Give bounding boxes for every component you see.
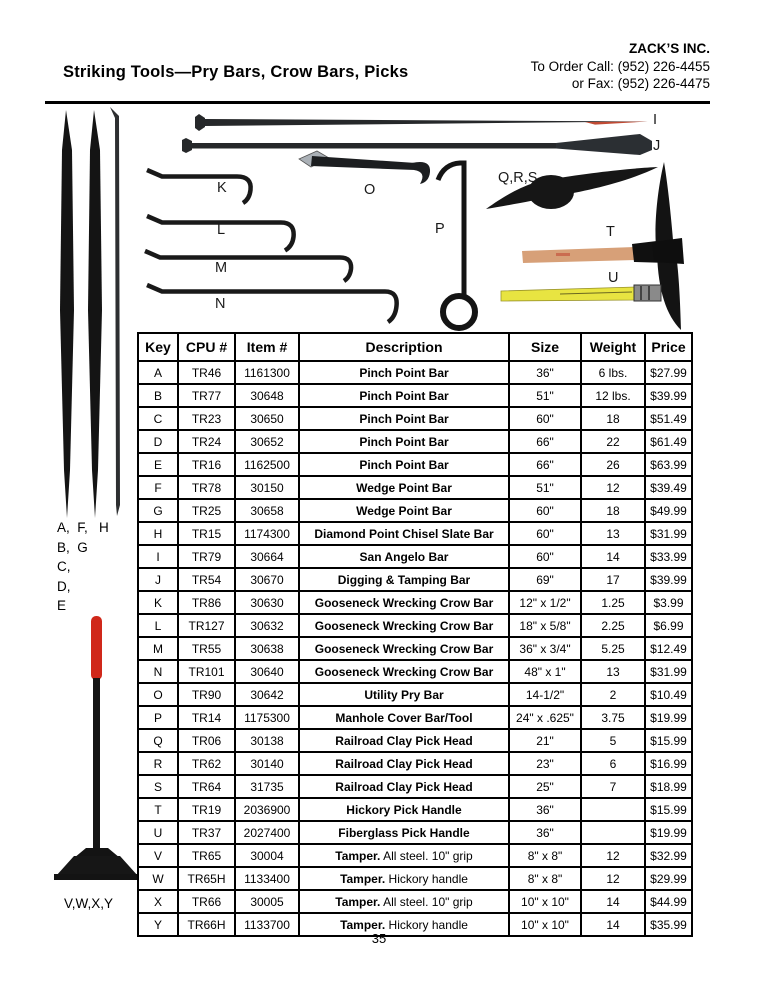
- table-header-row: [138, 333, 692, 361]
- table-row: [138, 683, 692, 706]
- key-letter-line: A, F, H: [57, 520, 109, 535]
- cell-cpu-number: TR77: [178, 384, 235, 407]
- table-row: [138, 430, 692, 453]
- description-bold-text: Gooseneck Wrecking Crow Bar: [314, 641, 494, 656]
- table-row: [138, 453, 692, 476]
- cell-description: [299, 614, 509, 637]
- cell-price: $63.99: [645, 453, 692, 476]
- cell-price: $61.49: [645, 430, 692, 453]
- table-row: [138, 752, 692, 775]
- table-row: [138, 798, 692, 821]
- cell-weight: 12: [581, 867, 645, 890]
- left-key-letters: [57, 518, 109, 616]
- key-letter-line: E: [57, 598, 67, 614]
- description-bold-text: Utility Pry Bar: [364, 687, 444, 702]
- cell-weight: 6 lbs.: [581, 361, 645, 384]
- cell-item-number: 30664: [235, 545, 299, 568]
- cell-cpu-number: TR86: [178, 591, 235, 614]
- table-row: [138, 821, 692, 844]
- cell-weight: 12 lbs.: [581, 384, 645, 407]
- col-header-key: Key: [138, 333, 178, 361]
- cell-key: S: [138, 775, 178, 798]
- cell-cpu-number: TR65H: [178, 867, 235, 890]
- description-plain-text: Hickory handle: [385, 917, 468, 932]
- cell-size: 60": [509, 499, 581, 522]
- digging-tamping-bar-image: [182, 134, 652, 155]
- cell-item-number: 1133700: [235, 913, 299, 936]
- description-bold-text: Tamper.: [340, 917, 386, 932]
- table-row: [138, 867, 692, 890]
- cell-weight: 18: [581, 499, 645, 522]
- cell-weight: 12: [581, 476, 645, 499]
- cell-size: 18" x 5/8": [509, 614, 581, 637]
- cell-description: [299, 798, 509, 821]
- gooseneck-crow-bars-image: [145, 170, 397, 322]
- cell-weight: 2: [581, 683, 645, 706]
- cell-cpu-number: TR64: [178, 775, 235, 798]
- label-pick-t: T: [606, 224, 615, 240]
- cell-weight: 17: [581, 568, 645, 591]
- cell-description: [299, 499, 509, 522]
- cell-key: G: [138, 499, 178, 522]
- cell-item-number: 30638: [235, 637, 299, 660]
- table-row: [138, 729, 692, 752]
- cell-key: Q: [138, 729, 178, 752]
- cell-price: $19.99: [645, 706, 692, 729]
- cell-cpu-number: TR15: [178, 522, 235, 545]
- cell-weight: 5: [581, 729, 645, 752]
- cell-description: [299, 867, 509, 890]
- table-row: [138, 637, 692, 660]
- cell-size: 51": [509, 476, 581, 499]
- cell-item-number: 2036900: [235, 798, 299, 821]
- cell-size: 36": [509, 821, 581, 844]
- cell-cpu-number: TR78: [178, 476, 235, 499]
- cell-item-number: 30630: [235, 591, 299, 614]
- cell-description: [299, 890, 509, 913]
- cell-size: 14-1/2": [509, 683, 581, 706]
- cell-item-number: 1175300: [235, 706, 299, 729]
- cell-price: $10.49: [645, 683, 692, 706]
- description-bold-text: Tamper.: [340, 871, 386, 886]
- cell-description: [299, 361, 509, 384]
- table-row: [138, 890, 692, 913]
- pinch-point-bars-image: [60, 107, 120, 518]
- cell-weight: 13: [581, 660, 645, 683]
- cell-cpu-number: TR24: [178, 430, 235, 453]
- description-bold-text: Gooseneck Wrecking Crow Bar: [314, 595, 494, 610]
- cell-weight: 7: [581, 775, 645, 798]
- cell-price: $16.99: [645, 752, 692, 775]
- cell-size: 48" x 1": [509, 660, 581, 683]
- cell-description: [299, 683, 509, 706]
- cell-key: N: [138, 660, 178, 683]
- cell-item-number: 30652: [235, 430, 299, 453]
- cell-key: D: [138, 430, 178, 453]
- cell-key: P: [138, 706, 178, 729]
- cell-description: [299, 752, 509, 775]
- san-angelo-bar-image: [195, 114, 648, 131]
- cell-weight: 18: [581, 407, 645, 430]
- description-bold-text: Railroad Clay Pick Head: [335, 779, 473, 794]
- description-bold-text: Railroad Clay Pick Head: [335, 733, 473, 748]
- cell-item-number: 30640: [235, 660, 299, 683]
- cell-description: [299, 384, 509, 407]
- cell-size: 60": [509, 522, 581, 545]
- cell-size: 23": [509, 752, 581, 775]
- cell-description: [299, 637, 509, 660]
- label-crowbar-n: N: [215, 296, 226, 312]
- table-row: [138, 775, 692, 798]
- cell-price: $39.99: [645, 568, 692, 591]
- label-crowbar-m: M: [215, 260, 228, 276]
- table-row: [138, 568, 692, 591]
- description-bold-text: Wedge Point Bar: [356, 503, 452, 518]
- col-header-price: Price: [645, 333, 692, 361]
- manhole-cover-tool-image: [438, 163, 475, 328]
- cell-key: I: [138, 545, 178, 568]
- cell-price: $33.99: [645, 545, 692, 568]
- cell-size: 66": [509, 430, 581, 453]
- cell-description: [299, 660, 509, 683]
- cell-description: [299, 591, 509, 614]
- description-bold-text: Hickory Pick Handle: [346, 802, 462, 817]
- fax-line: or Fax: (952) 226-4475: [571, 76, 710, 92]
- cell-price: $39.99: [645, 384, 692, 407]
- cell-cpu-number: TR62: [178, 752, 235, 775]
- cell-item-number: 30632: [235, 614, 299, 637]
- description-bold-text: Pinch Point Bar: [359, 411, 449, 426]
- label-bar-i: I: [653, 112, 658, 128]
- cell-description: [299, 775, 509, 798]
- cell-item-number: 30150: [235, 476, 299, 499]
- cell-price: $6.99: [645, 614, 692, 637]
- col-header-size: Size: [509, 333, 581, 361]
- catalog-table-body: [138, 361, 692, 936]
- catalog-table: [137, 332, 693, 937]
- cell-cpu-number: TR79: [178, 545, 235, 568]
- cell-cpu-number: TR66H: [178, 913, 235, 936]
- cell-description: [299, 706, 509, 729]
- cell-size: 8" x 8": [509, 844, 581, 867]
- cell-price: $15.99: [645, 729, 692, 752]
- key-letter-line: D,: [57, 578, 71, 594]
- cell-description: [299, 430, 509, 453]
- table-row: [138, 476, 692, 499]
- cell-key: W: [138, 867, 178, 890]
- cell-cpu-number: TR19: [178, 798, 235, 821]
- cell-key: Y: [138, 913, 178, 936]
- cell-price: $31.99: [645, 522, 692, 545]
- label-pickhead-qrs: Q,R,S: [498, 170, 538, 186]
- cell-weight: 26: [581, 453, 645, 476]
- cell-size: 36": [509, 361, 581, 384]
- cell-item-number: 30138: [235, 729, 299, 752]
- table-row: [138, 591, 692, 614]
- description-bold-text: Pinch Point Bar: [359, 365, 449, 380]
- cell-size: 36" x 3/4": [509, 637, 581, 660]
- cell-size: 25": [509, 775, 581, 798]
- cell-price: $39.49: [645, 476, 692, 499]
- cell-description: [299, 729, 509, 752]
- cell-cpu-number: TR127: [178, 614, 235, 637]
- cell-description: [299, 453, 509, 476]
- order-phone-line: To Order Call: (952) 226-4455: [530, 58, 710, 74]
- cell-weight: 6: [581, 752, 645, 775]
- company-name: ZACK’S INC.: [629, 41, 710, 56]
- cell-size: 12" x 1/2": [509, 591, 581, 614]
- cell-description: [299, 821, 509, 844]
- label-manhole-p: P: [435, 221, 445, 237]
- cell-weight: 5.25: [581, 637, 645, 660]
- key-letter-line: C,: [57, 559, 71, 575]
- description-bold-text: Wedge Point Bar: [356, 480, 452, 495]
- cell-price: $51.49: [645, 407, 692, 430]
- description-bold-text: Diamond Point Chisel Slate Bar: [314, 526, 494, 541]
- cell-weight: 14: [581, 913, 645, 936]
- cell-weight: [581, 798, 645, 821]
- description-bold-text: Railroad Clay Pick Head: [335, 756, 473, 771]
- description-bold-text: Gooseneck Wrecking Crow Bar: [314, 664, 494, 679]
- label-handle-u: U: [608, 270, 619, 286]
- cell-item-number: 30670: [235, 568, 299, 591]
- col-header-cpu: CPU #: [178, 333, 235, 361]
- description-bold-text: Gooseneck Wrecking Crow Bar: [314, 618, 494, 633]
- description-bold-text: Pinch Point Bar: [359, 388, 449, 403]
- cell-description: [299, 545, 509, 568]
- description-plain-text: All steel. 10" grip: [380, 894, 473, 909]
- company-contact-block: [531, 40, 710, 93]
- cell-weight: 12: [581, 844, 645, 867]
- cell-price: $44.99: [645, 890, 692, 913]
- cell-key: R: [138, 752, 178, 775]
- cell-weight: 14: [581, 890, 645, 913]
- cell-item-number: 1133400: [235, 867, 299, 890]
- cell-weight: 1.25: [581, 591, 645, 614]
- cell-key: L: [138, 614, 178, 637]
- cell-size: 66": [509, 453, 581, 476]
- table-row: [138, 384, 692, 407]
- cell-cpu-number: TR101: [178, 660, 235, 683]
- cell-key: M: [138, 637, 178, 660]
- cell-size: 24" x .625": [509, 706, 581, 729]
- description-bold-text: Tamper.: [335, 894, 381, 909]
- cell-size: 21": [509, 729, 581, 752]
- cell-key: B: [138, 384, 178, 407]
- cell-item-number: 30642: [235, 683, 299, 706]
- cell-item-number: 1162500: [235, 453, 299, 476]
- cell-size: 10" x 10": [509, 890, 581, 913]
- label-bar-j: J: [653, 138, 661, 154]
- cell-description: [299, 476, 509, 499]
- cell-price: $35.99: [645, 913, 692, 936]
- cell-item-number: 30005: [235, 890, 299, 913]
- table-row: [138, 407, 692, 430]
- cell-cpu-number: TR55: [178, 637, 235, 660]
- cell-cpu-number: TR46: [178, 361, 235, 384]
- cell-description: [299, 568, 509, 591]
- col-header-description: Description: [299, 333, 509, 361]
- utility-pry-bar-image: [299, 151, 430, 184]
- table-row: [138, 844, 692, 867]
- cell-item-number: 31735: [235, 775, 299, 798]
- description-plain-text: All steel. 10" grip: [380, 848, 473, 863]
- description-bold-text: San Angelo Bar: [359, 549, 449, 564]
- cell-price: $27.99: [645, 361, 692, 384]
- cell-weight: 3.75: [581, 706, 645, 729]
- col-header-weight: Weight: [581, 333, 645, 361]
- table-row: [138, 499, 692, 522]
- cell-size: 10" x 10": [509, 913, 581, 936]
- cell-cpu-number: TR14: [178, 706, 235, 729]
- cell-key: K: [138, 591, 178, 614]
- cell-cpu-number: TR66: [178, 890, 235, 913]
- table-row: [138, 660, 692, 683]
- cell-key: J: [138, 568, 178, 591]
- label-crowbar-l: L: [217, 222, 226, 238]
- page-title: Striking Tools—Pry Bars, Crow Bars, Picks: [63, 63, 409, 81]
- cell-key: E: [138, 453, 178, 476]
- cell-cpu-number: TR16: [178, 453, 235, 476]
- table-row: [138, 614, 692, 637]
- cell-cpu-number: TR54: [178, 568, 235, 591]
- cell-size: 36": [509, 798, 581, 821]
- description-bold-text: Fiberglass Pick Handle: [338, 825, 470, 840]
- cell-weight: 22: [581, 430, 645, 453]
- cell-description: [299, 407, 509, 430]
- cell-cpu-number: TR90: [178, 683, 235, 706]
- page-number: 35: [371, 931, 387, 946]
- table-row: [138, 361, 692, 384]
- description-plain-text: Hickory handle: [385, 871, 468, 886]
- label-tamper-vwxy: V,W,X,Y: [64, 896, 114, 911]
- cell-size: 60": [509, 407, 581, 430]
- cell-weight: 13: [581, 522, 645, 545]
- cell-size: 69": [509, 568, 581, 591]
- table-row: [138, 706, 692, 729]
- label-prybar-o: O: [364, 182, 376, 198]
- description-bold-text: Pinch Point Bar: [359, 434, 449, 449]
- cell-price: $49.99: [645, 499, 692, 522]
- cell-key: T: [138, 798, 178, 821]
- cell-item-number: 30648: [235, 384, 299, 407]
- cell-cpu-number: TR65: [178, 844, 235, 867]
- cell-item-number: 1161300: [235, 361, 299, 384]
- table-row: [138, 545, 692, 568]
- cell-item-number: 2027400: [235, 821, 299, 844]
- cell-weight: 2.25: [581, 614, 645, 637]
- cell-cpu-number: TR25: [178, 499, 235, 522]
- description-bold-text: Digging & Tamping Bar: [337, 572, 471, 587]
- cell-size: 8" x 8": [509, 867, 581, 890]
- cell-price: $12.49: [645, 637, 692, 660]
- cell-key: U: [138, 821, 178, 844]
- header-divider: [45, 101, 710, 104]
- cell-price: $18.99: [645, 775, 692, 798]
- table-row: [138, 522, 692, 545]
- cell-item-number: 1174300: [235, 522, 299, 545]
- description-bold-text: Pinch Point Bar: [359, 457, 449, 472]
- cell-price: $3.99: [645, 591, 692, 614]
- col-header-item: Item #: [235, 333, 299, 361]
- cell-weight: 14: [581, 545, 645, 568]
- cell-description: [299, 522, 509, 545]
- cell-price: $29.99: [645, 867, 692, 890]
- cell-price: $31.99: [645, 660, 692, 683]
- cell-cpu-number: TR23: [178, 407, 235, 430]
- cell-price: $19.99: [645, 821, 692, 844]
- fiberglass-handle-image: [501, 285, 661, 301]
- cell-key: O: [138, 683, 178, 706]
- cell-size: 51": [509, 384, 581, 407]
- key-letter-line: B, G: [57, 539, 88, 555]
- cell-key: V: [138, 844, 178, 867]
- cell-key: A: [138, 361, 178, 384]
- description-bold-text: Manhole Cover Bar/Tool: [335, 710, 473, 725]
- tamper-image: [46, 612, 150, 896]
- cell-cpu-number: TR06: [178, 729, 235, 752]
- cell-price: $32.99: [645, 844, 692, 867]
- cell-description: [299, 844, 509, 867]
- description-bold-text: Tamper.: [335, 848, 381, 863]
- cell-item-number: 30650: [235, 407, 299, 430]
- cell-key: C: [138, 407, 178, 430]
- cell-size: 60": [509, 545, 581, 568]
- cell-cpu-number: TR37: [178, 821, 235, 844]
- cell-price: $15.99: [645, 798, 692, 821]
- cell-weight: [581, 821, 645, 844]
- cell-key: X: [138, 890, 178, 913]
- cell-key: H: [138, 522, 178, 545]
- cell-item-number: 30658: [235, 499, 299, 522]
- cell-item-number: 30004: [235, 844, 299, 867]
- cell-key: F: [138, 476, 178, 499]
- label-crowbar-k: K: [217, 180, 227, 196]
- cell-item-number: 30140: [235, 752, 299, 775]
